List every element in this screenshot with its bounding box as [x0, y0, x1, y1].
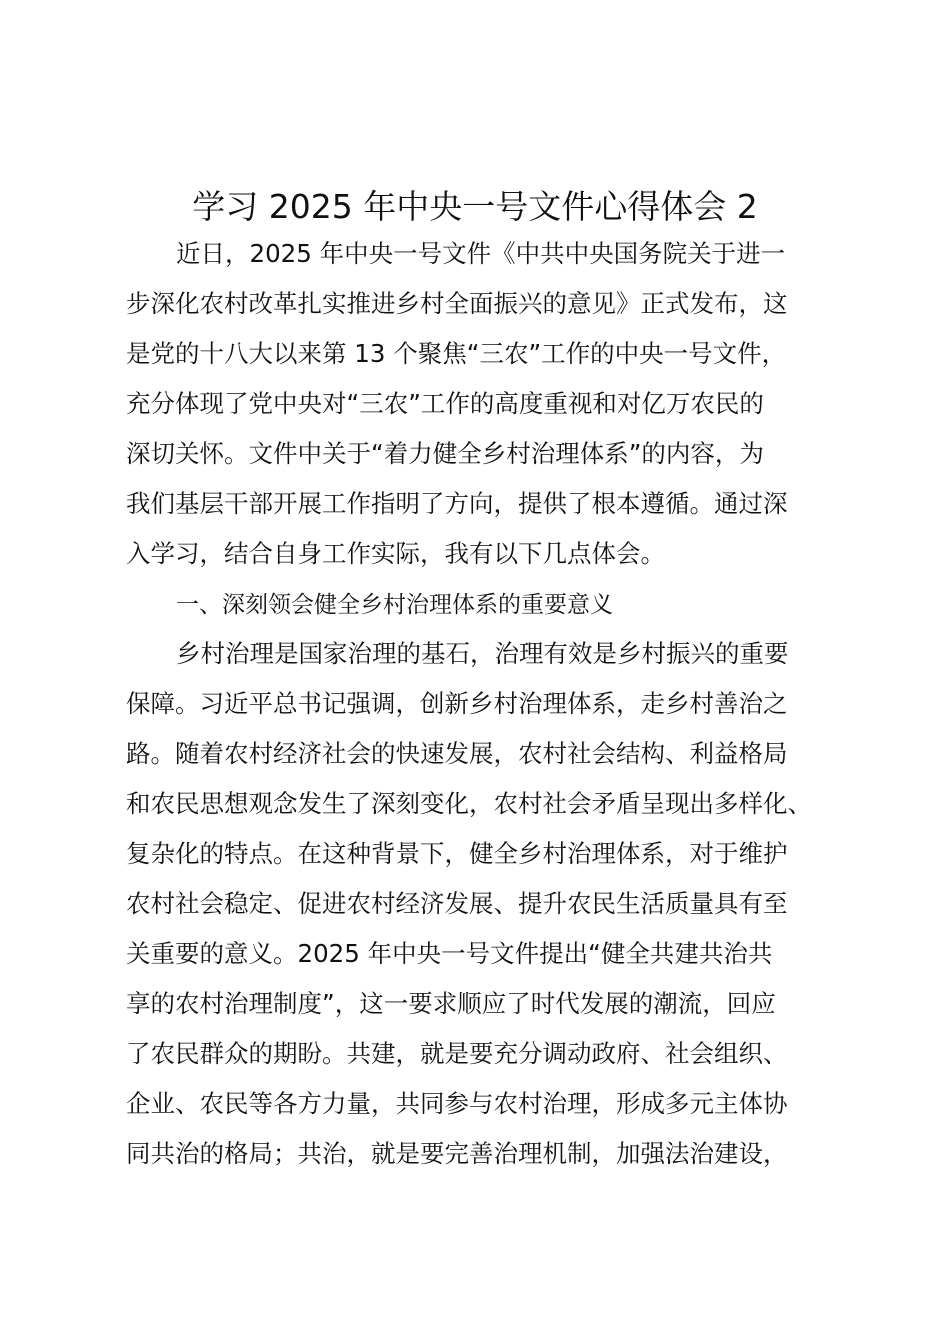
paragraph-2-line: 路。随着农村经济社会的快速发展，农村社会结构、利益格局	[126, 739, 788, 768]
paragraph-2-line: 关重要的意义。2025 年中央一号文件提出“健全共建共治共	[126, 939, 773, 968]
paragraph-1-line: 步深化农村改革扎实推进乡村全面振兴的意见》正式发布，这	[126, 289, 788, 318]
paragraph-1-line: 是党的十八大以来第 13 个聚焦“三农”工作的中央一号文件，	[126, 339, 787, 368]
paragraph-1-line: 我们基层干部开展工作指明了方向，提供了根本遵循。通过深	[126, 489, 788, 518]
paragraph-2-line: 了农民群众的期盼。共建，就是要充分调动政府、社会组织、	[126, 1039, 788, 1068]
paragraph-2-line: 同共治的格局；共治，就是要完善治理机制，加强法治建设，	[126, 1139, 788, 1168]
paragraph-1-line: 充分体现了党中央对“三农”工作的高度重视和对亿万农民的	[126, 389, 764, 418]
paragraph-1-line: 近日，2025 年中央一号文件《中共中央国务院关于进一	[176, 239, 786, 268]
paragraph-2-line: 企业、农民等各方力量，共同参与农村治理，形成多元主体协	[126, 1089, 788, 1118]
paragraph-2-line: 和农民思想观念发生了深刻变化，农村社会矛盾呈现出多样化、	[126, 789, 812, 818]
document-title: 学习 2025 年中央一号文件心得体会 2	[192, 187, 758, 226]
paragraph-2-line: 乡村治理是国家治理的基石，治理有效是乡村振兴的重要	[176, 639, 789, 668]
paragraph-2-line: 保障。习近平总书记强调，创新乡村治理体系，走乡村善治之	[126, 689, 788, 718]
section-heading: 一、深刻领会健全乡村治理体系的重要意义	[176, 592, 613, 618]
paragraph-2-line: 复杂化的特点。在这种背景下，健全乡村治理体系，对于维护	[126, 839, 788, 868]
paragraph-1-line: 深切关怀。文件中关于“着力健全乡村治理体系”的内容，为	[126, 439, 764, 468]
paragraph-1-line: 入学习，结合自身工作实际，我有以下几点体会。	[126, 539, 665, 568]
paragraph-2-line: 农村社会稳定、促进农村经济发展、提升农民生活质量具有至	[126, 889, 788, 918]
paragraph-2-line: 享的农村治理制度”，这一要求顺应了时代发展的潮流，回应	[126, 989, 776, 1018]
